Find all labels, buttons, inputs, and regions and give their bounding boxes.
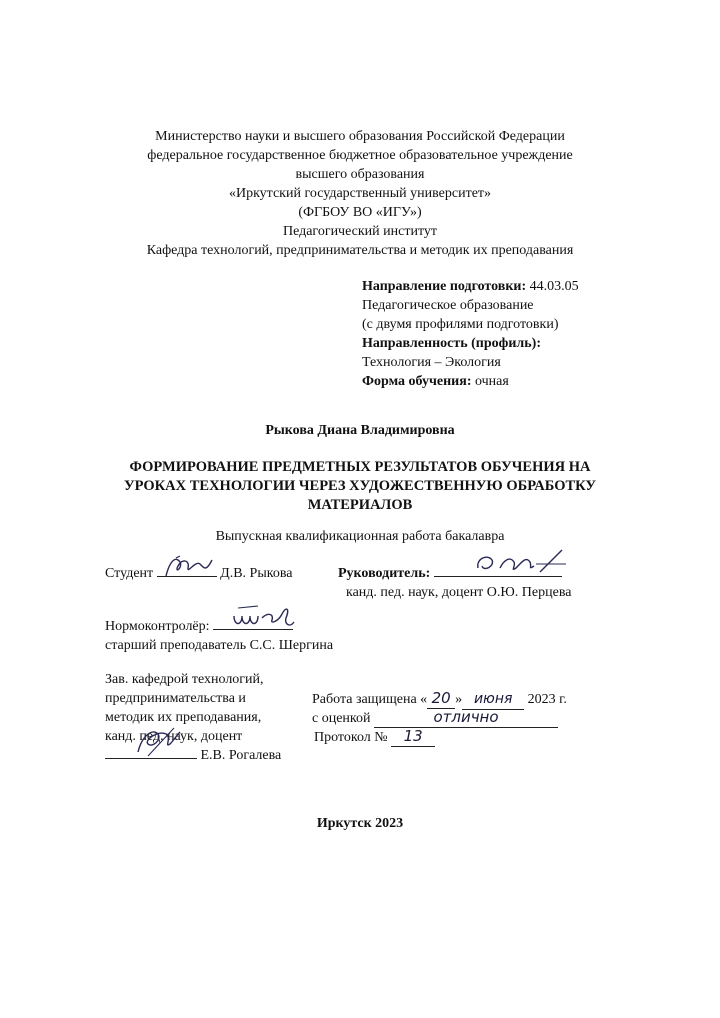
direction-code: 44.03.05 [529,279,579,294]
author-name: Рыкова Диана Владимировна [265,423,455,438]
defense-day: 20 [427,689,455,709]
direction-name: Педагогическое образование [362,298,534,313]
grade-row [312,708,558,728]
protocol-label: Протокол № [314,730,388,745]
grade-label: с оценкой [312,711,371,726]
profile-label: Направленность (профиль): [362,336,541,351]
head-line-3: методик их преподавания, [105,710,262,725]
supervisor-signature [470,546,570,580]
thesis-title-line-2: УРОКАХ ТЕХНОЛОГИИ ЧЕРЕЗ ХУДОЖЕСТВЕННУЮ ОБРАБОТКУ [123,478,597,494]
university-line: «Иркутский государственный университет» [228,186,492,201]
protocol-number: 13 [391,727,435,747]
head-signature [128,722,188,760]
head-name: Е.В. Рогалева [200,748,282,763]
defense-prefix: Работа защищена « [312,692,428,707]
institute-line: Педагогический институт [282,224,438,239]
student-signature [160,552,220,582]
direction-row [362,277,579,296]
thesis-title-line-3: МАТЕРИАЛОВ [307,497,413,513]
form-value: очная [474,374,509,389]
normocontrol-details: старший преподаватель С.С. Шергина [105,638,334,653]
thesis-title-line-1: ФОРМИРОВАНИЕ ПРЕДМЕТНЫХ РЕЗУЛЬТАТОВ ОБУЧЕНИЯ НА [129,459,591,475]
city-year: Иркутск 2023 [316,816,404,831]
work-type: Выпускная квалификационная работа бакалавра [215,529,505,544]
normocontrol-signature [228,598,308,634]
direction-note: (с двумя профилями подготовки) [362,317,559,332]
protocol-row [314,727,435,747]
form-label: Форма обучения: [362,374,472,389]
head-line-4: канд. пед. наук, доцент [105,729,243,744]
department-line: Кафедра технологий, предпринимательства и методик их преподавания [146,243,574,258]
head-line-1: Зав. кафедрой технологий, [105,672,264,687]
defense-month: июня [462,690,524,710]
education-level-line: высшего образования [295,167,425,182]
defense-row [312,689,567,710]
abbreviation-line: (ФГБОУ ВО «ИГУ») [298,205,422,220]
form-row [362,372,509,391]
grade-value: отлично [374,708,558,728]
normocontrol-label: Нормоконтролёр: [105,619,210,634]
head-line-2: предпринимательства и [105,691,246,706]
defense-year: 2023 г. [527,692,567,707]
defense-mid: » [455,692,463,707]
profile-value: Технология – Экология [362,355,501,370]
supervisor-details: канд. пед. наук, доцент О.Ю. Перцева [346,585,572,600]
supervisor-label: Руководитель: [338,566,431,581]
student-label: Студент [105,566,154,581]
student-name: Д.В. Рыкова [220,566,293,581]
direction-label: Направление подготовки: [362,279,527,294]
ministry-line: Министерство науки и высшего образования Российской Федерации [155,129,565,144]
institution-type-line: федеральное государственное бюджетное образовательное учреждение [147,148,573,163]
